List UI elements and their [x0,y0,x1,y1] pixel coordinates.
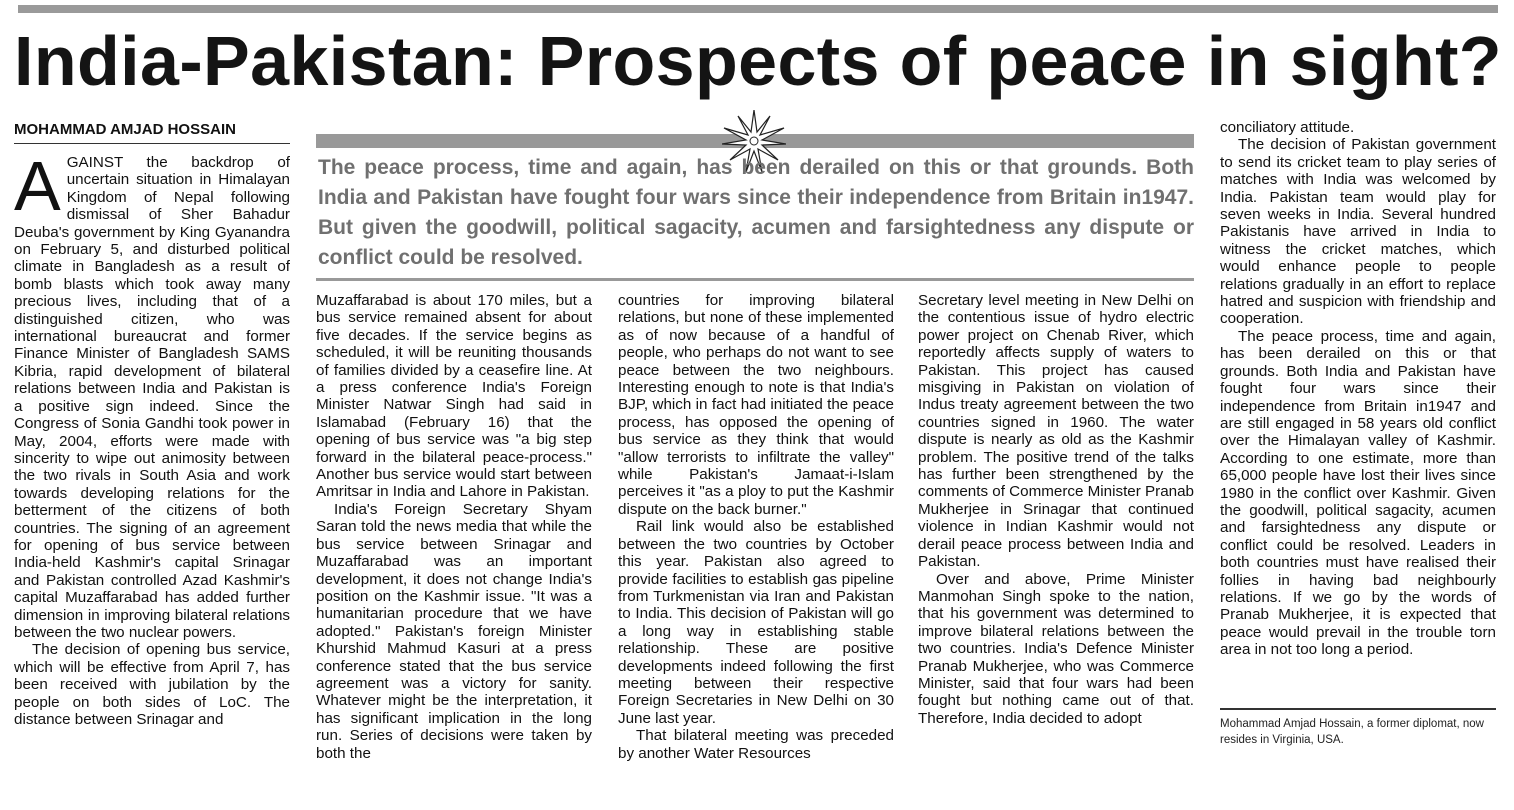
paragraph: Over and above, Prime Minister Manmohan Singh spoke to the nation, that his government was determined to improve bilateral relations between the two countries. India's Defence Minister Pranab Mukherjee, who was Commerce Minister, said that four wars had been fought but nothing came out of that. Therefore, India decided to adopt [918,570,1194,727]
paragraph: Muzaffarabad is about 170 miles, but a bus service remained absent for about five decades. If the service begins as scheduled, it will be reuniting thousands of families divided by a ceasefire line. At a press conference India's Foreign Minister Natwar Singh had said in Islamabad (February 16) that the opening of bus service was "a big step forward in the bilateral peace-process." Another bus service would start between Amritsar in India and Lahore in Pakistan. [316,292,592,501]
paragraph: The decision of Pakistan government to send its cricket team to play series of matches with India was welcomed by India. Pakistan team would play for seven weeks in India. Several hundred Pakistanis have arrived in India to witness the cricket matches, which would enhance people to people relations gradually in an effort to replace hatred and suspicion with friendship and cooperation. [1220,136,1496,328]
author-footnote: Mohammad Amjad Hossain, a former diplomat, now resides in Virginia, USA. [1220,718,1484,746]
paragraph [14,147,290,641]
byline: MOHAMMAD AMJAD HOSSAIN [14,120,290,144]
paragraph: India's Foreign Secretary Shyam Saran told the news media that while the bus service between Srinagar and Muzaffarabad was an important development, it does not change India's position on the Kashmir issue. "It was a humanitarian procedure that we have adopted." Pakistan's foreign Minister Khurshid Mahmud Kasuri at a press conference stated that the bus service agreement was a victory for sanity. Whatever might be the interpretation, it has significant implication in the long run. Series of decisions were taken by both the [316,500,592,762]
column-5 [1220,119,1496,659]
pullquote-bottom-rule [316,278,1194,281]
dropcap-letter: A [14,147,61,225]
paragraph: The decision of opening bus service, which will be effective from April 7, has been received with jubilation by the people on both sides of LoC. The distance between Srinagar and [14,641,290,728]
paragraph: conciliatory attitude. [1220,119,1355,136]
column-3 [618,292,894,762]
paragraph: countries for improving bilateral relations, but none of these implemented as of now because of a handful of people, who perhaps do not want to see peace between the two neighbours. Interesting enough to note is that India's BJP, which in fact had initiated the peace process, has opposed the opening of bus service as they think that would "allow terrorists to infiltrate the valley" while Pakistan's Jamaat-i-Islam perceives it "as a ploy to put the Kashmir dispute on the back burner." [618,292,894,518]
paragraph: Secretary level meeting in New Delhi on the contentious issue of hydro electric power project on Chenab River, which reportedly affects supply of waters to Pakistan. This project has caused misgiving in Pakistan on violation of Indus treaty agreement between the two countries signed in 1960. The water dispute is nearly as old as the Kashmir problem. The positive trend of the talks has further been strengthened by the comments of Commerce Minister Pranab Mukherjee in Srinagar that continued violence in Indian Kashmir would not derail peace process between India and Pakistan. [918,292,1194,571]
footnote-rule [1220,708,1496,710]
paragraph: Rail link would also be established between the two countries by October this year. Pakistan also agreed to provide facilities to establish gas pipeline from Turkmenistan via Iran and Pakistan to India. This decision of Pakistan will go a long way in establishing stable relationship. These are positive developments indeed following the first meeting between their respective Foreign Secretaries in New Delhi on 30 June last year. [618,518,894,727]
paragraph-text: GAINST the backdrop of uncertain situation in Himalayan Kingdom of Nepal following dismissal of Sher Bahadur Deuba's government by King Gyanandra on February 5, and disturbed political climate in Bangladesh as a result of bomb blasts which took away many precious lives, including that of a distinguished citizen, who was international bureaucrat and former Finance Minister of Bangladesh SAMS Kibria, rapid development of bilateral relations between India and Pakistan is a positive sign indeed. Since the Congress of Sonia Gandhi took power in May, 2004, efforts were made with sincerity to wipe out animosity between the two rivals in South Asia and work towards developing relations for the betterment of the citizens of both countries. The signing of an agreement for opening of bus service between India-held Kashmir's capital Srinagar and Pakistan controlled Azad Kashmir's capital Muzaffarabad has added further dimension in improving bilateral relations between the two nuclear powers. [14,154,290,641]
top-rule [18,5,1498,13]
pullquote: The peace process, time and again, has been derailed on this or that grounds. Both India and Pakistan have fought four wars since their independence from Britain in1947. But given the goodwill, political sagacity, acumen and farsightedness any dispute or conflict could be resolved. [318,156,1194,269]
column-1 [14,147,290,728]
column-2 [316,292,592,762]
column-4 [918,292,1194,727]
paragraph: The peace process, time and again, has been derailed on this or that grounds. Both India and Pakistan have fought four wars since their independence from Britain in1947 and are still engaged in 58 years old conflict over the Himalayan valley of Kashmir. According to one estimate, more than 65,000 people have lost their lives since 1980 in the conflict over Kashmir. Given the goodwill, political sagacity, acumen and farsightedness any dispute or conflict could be resolved. Leaders in both countries must have realised their follies in having bad neighbourly relations. If we go by the words of Pranab Mukherjee, it is expected that peace would prevail in the trouble torn area in not too long a period. [1220,327,1496,659]
headline: India-Pakistan: Prospects of peace in sight? [14,22,1502,100]
paragraph: That bilateral meeting was preceded by another Water Resources [618,727,894,762]
